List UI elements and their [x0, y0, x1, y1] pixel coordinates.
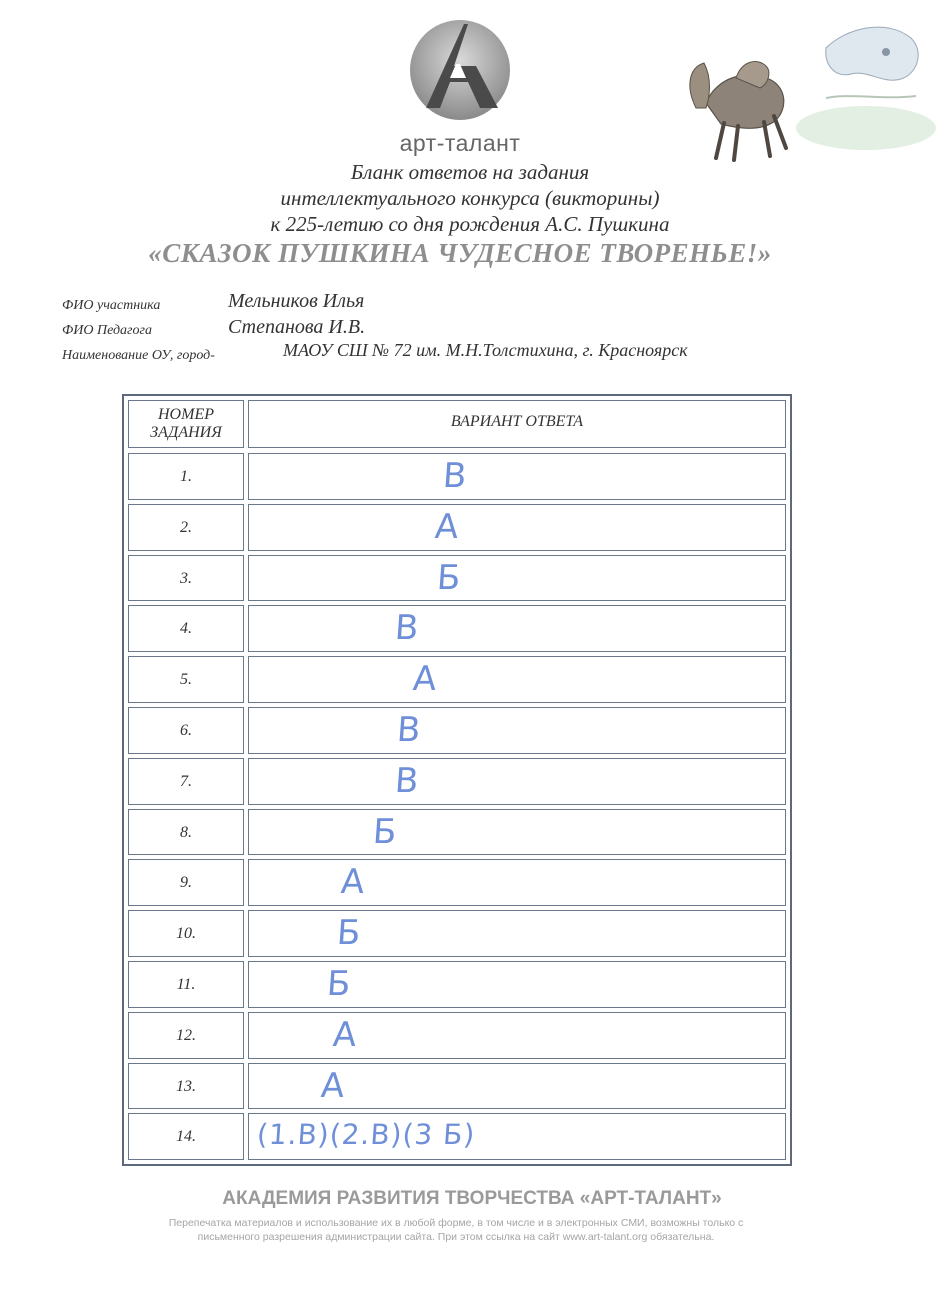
answer-cell[interactable]: [248, 859, 786, 906]
task-number-cell: [128, 1012, 244, 1059]
answer-cell[interactable]: [248, 1113, 786, 1160]
handwritten-answer: Б: [325, 964, 352, 1004]
task-number-cell: [128, 859, 244, 906]
contest-title: «СКАЗОК ПУШКИНА ЧУДЕСНОЕ ТВОРЕНЬЕ!»: [148, 238, 772, 268]
task-number: 3.: [180, 569, 192, 587]
task-number-cell: [128, 758, 244, 805]
teacher-name-label: ФИО Педагога: [62, 323, 152, 338]
task-number-cell: [128, 961, 244, 1008]
task-number: 2.: [180, 518, 192, 536]
handwritten-answer: В: [441, 456, 468, 496]
header-answer-variant-text: ВАРИАНТ ОТВЕТА: [450, 413, 584, 430]
task-number: 13.: [176, 1077, 196, 1095]
handwritten-answer: А: [331, 1014, 358, 1055]
task-number-cell: [128, 555, 244, 602]
handwritten-answer: А: [319, 1065, 346, 1106]
task-number: 12.: [176, 1026, 196, 1044]
form-title-line1: Бланк ответов на задания: [350, 160, 590, 184]
task-number: 7.: [180, 772, 192, 790]
task-number-cell: [128, 1063, 244, 1110]
answer-cell[interactable]: [248, 504, 786, 551]
form-title-line3: к 225-летию со дня рождения А.С. Пушкина: [270, 212, 670, 236]
task-number-cell: [128, 1113, 244, 1160]
handwritten-answer: В: [393, 760, 420, 801]
footer-disclaimer: [96, 1216, 816, 1244]
handwritten-answer: Б: [435, 557, 462, 598]
header-task-number-line1: НОМЕР: [158, 406, 214, 423]
task-number: 1.: [180, 468, 192, 485]
task-number-cell: [128, 656, 244, 703]
logo-emblem-icon: [406, 16, 514, 124]
task-number-cell: [128, 707, 244, 754]
art-talant-logo: [406, 16, 514, 124]
answer-cell[interactable]: [248, 707, 786, 754]
answer-cell[interactable]: [248, 758, 786, 805]
task-number: 11.: [176, 976, 196, 993]
handwritten-answer: (1.В)(2.В)(3 Б): [255, 1118, 477, 1152]
participant-name-value: Мельников Илья: [228, 290, 365, 312]
header-task-number: [128, 400, 244, 448]
task-number: 14.: [176, 1128, 196, 1146]
header-answer-variant: [248, 400, 786, 448]
answer-cell[interactable]: [248, 555, 786, 602]
participant-name-label: ФИО участника: [62, 298, 161, 313]
handwritten-answer: А: [339, 862, 366, 903]
task-number: 5.: [180, 671, 192, 689]
answer-cell[interactable]: [248, 453, 786, 500]
answer-cell[interactable]: [248, 1012, 786, 1059]
handwritten-answer: А: [433, 506, 460, 547]
task-number: 6.: [180, 722, 192, 739]
task-number-cell: [128, 504, 244, 551]
task-number-cell: [128, 453, 244, 500]
answer-cell[interactable]: [248, 961, 786, 1008]
task-number-cell: [128, 605, 244, 652]
answer-cell[interactable]: [248, 809, 786, 856]
school-label: Наименование ОУ, город-: [62, 348, 215, 363]
task-number: 10.: [176, 925, 196, 943]
answer-table: [122, 394, 792, 1166]
footer-title: АКАДЕМИЯ РАЗВИТИЯ ТВОРЧЕСТВА «АРТ-ТАЛАНТ»: [222, 1188, 722, 1209]
header-task-number-line2: ЗАДАНИЯ: [150, 424, 222, 441]
answer-cell[interactable]: [248, 1063, 786, 1110]
school-value: МАОУ СШ № 72 им. М.Н.Толстихина, г. Красноярск: [283, 340, 688, 360]
answer-cell[interactable]: [248, 656, 786, 703]
teacher-name-value: Степанова И.В.: [228, 316, 366, 338]
handwritten-answer: А: [411, 659, 438, 700]
handwritten-answer: В: [395, 710, 422, 750]
task-number: 4.: [180, 620, 192, 638]
answer-cell[interactable]: [248, 605, 786, 652]
footer-disclaimer-line1: Перепечатка материалов и использование их в любой форме, в том числе и в электронных СМИ, возможны только с: [168, 1217, 744, 1229]
form-title-line2: интеллектуального конкурса (викторины): [280, 186, 660, 210]
task-number-cell: [128, 809, 244, 856]
answer-cell[interactable]: [248, 910, 786, 957]
handwritten-answer: Б: [371, 811, 398, 852]
handwritten-answer: В: [393, 608, 420, 649]
task-number-cell: [128, 910, 244, 957]
brand-name: арт-талант: [399, 130, 521, 156]
task-number: 8.: [180, 823, 192, 841]
handwritten-answer: Б: [335, 913, 362, 954]
footer-disclaimer-line2: письменного разрешения администрации сайта. При этом ссылка на сайт www.art-talant.org обязательна.: [197, 1231, 715, 1243]
task-number: 9.: [180, 874, 192, 892]
fairy-tale-illustration: [676, 8, 938, 176]
